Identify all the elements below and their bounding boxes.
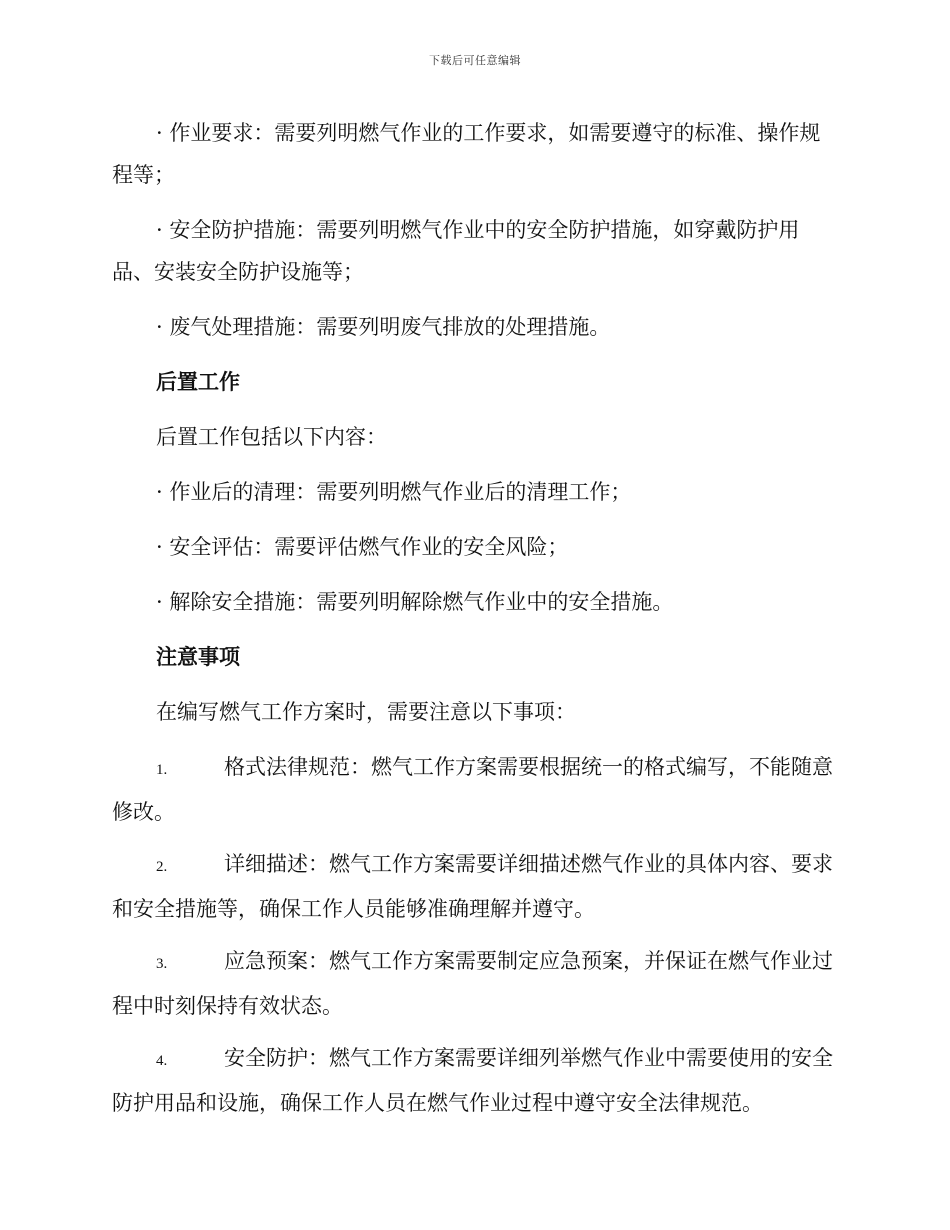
bullet-dot: ·: [156, 218, 163, 242]
bullet-dot: ·: [156, 480, 163, 504]
item-number: 4.: [156, 1053, 168, 1069]
section-heading-post-work: 后置工作: [156, 370, 240, 394]
section-heading-notes: 注意事项: [156, 645, 240, 669]
bullet-cleanup: [112, 471, 834, 513]
document-body: [112, 112, 834, 1134]
page-header: 下载后可任意编辑: [429, 54, 521, 67]
bullet-safety-assessment: [112, 526, 834, 568]
bullet-text: 作业要求：需要列明燃气作业的工作要求，如需要遵守的标准、操作规程等；: [112, 121, 821, 187]
item-number: 2.: [156, 859, 168, 875]
item-text: 详细描述：燃气工作方案需要详细描述燃气作业的具体内容、要求和安全措施等，确保工作人员能够准确理解并遵守。: [112, 852, 833, 921]
bullet-release-measures: [112, 581, 834, 623]
bullet-text: 安全防护措施：需要列明燃气作业中的安全防护措施，如穿戴防护用品、安装安全防护设施等；: [112, 218, 800, 284]
item-number: 3.: [156, 956, 168, 972]
bullet-dot: ·: [156, 590, 163, 614]
bullet-dot: ·: [156, 315, 163, 339]
numbered-item: [112, 746, 834, 833]
numbered-item: [112, 1037, 834, 1124]
item-number: 1.: [156, 762, 168, 778]
bullet-dot: ·: [156, 121, 163, 145]
bullet-dot: ·: [156, 535, 163, 559]
bullet-exhaust-treatment: [112, 306, 834, 348]
section-intro-notes: 在编写燃气工作方案时，需要注意以下事项：: [156, 700, 576, 724]
bullet-safety-measures: [112, 209, 834, 293]
item-text: 格式法律规范：燃气工作方案需要根据统一的格式编写，不能随意修改。: [112, 755, 833, 824]
item-text: 安全防护：燃气工作方案需要详细列举燃气作业中需要使用的安全防护用品和设施，确保工作人员在燃气作业过程中遵守安全法律规范。: [112, 1046, 833, 1115]
numbered-item: [112, 843, 834, 930]
section-intro-post-work: 后置工作包括以下内容：: [156, 425, 387, 449]
bullet-work-requirements: [112, 112, 834, 196]
bullet-text: 解除安全措施：需要列明解除燃气作业中的安全措施。: [169, 590, 674, 614]
bullet-text: 安全评估：需要评估燃气作业的安全风险；: [169, 535, 569, 559]
item-text: 应急预案：燃气工作方案需要制定应急预案，并保证在燃气作业过程中时刻保持有效状态。: [112, 949, 833, 1018]
bullet-text: 废气处理措施：需要列明废气排放的处理措施。: [169, 315, 611, 339]
numbered-item: [112, 940, 834, 1027]
bullet-text: 作业后的清理：需要列明燃气作业后的清理工作；: [169, 480, 632, 504]
